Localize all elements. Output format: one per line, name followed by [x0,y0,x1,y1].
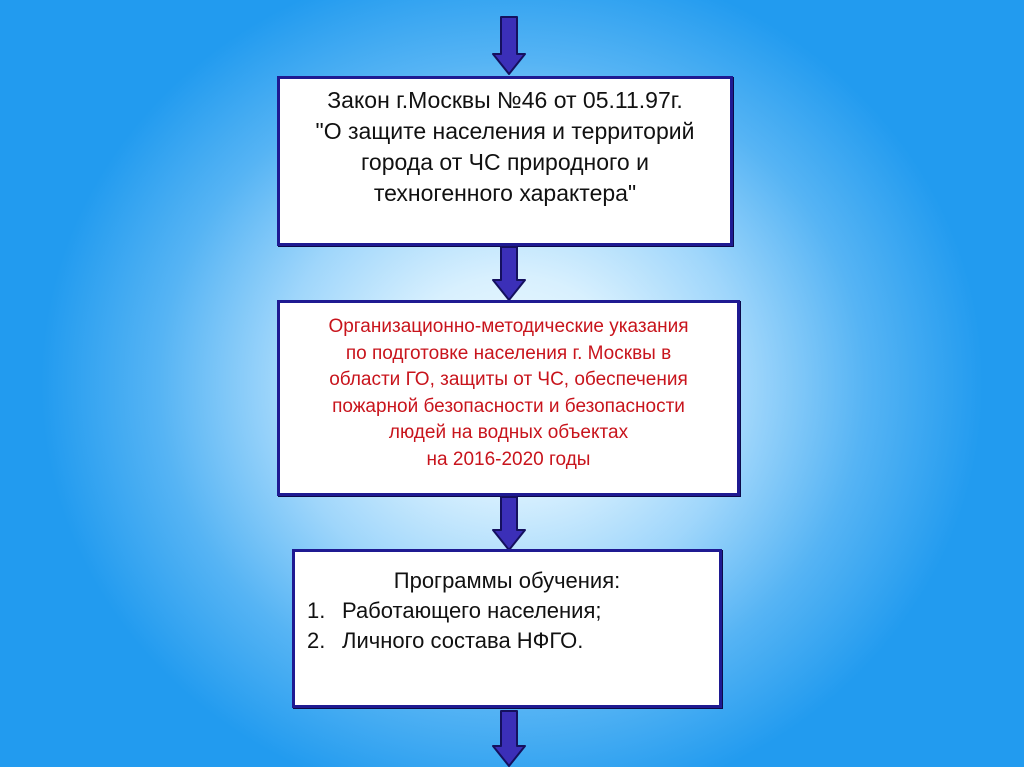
program-item-number: 2. [307,628,326,653]
down-arrow-icon [492,710,526,767]
programs-title: Программы обучения: [393,568,621,593]
program-item [307,626,583,656]
program-item-label: Личного состава НФГО. [342,628,584,653]
program-item-label: Работающего населения; [342,598,602,623]
guidelines-node [277,300,740,496]
programs-node [292,549,722,708]
law-node [277,76,733,246]
program-item-number: 1. [307,598,326,623]
down-arrow-icon [492,16,526,76]
down-arrow-icon [492,496,526,552]
program-item [307,596,602,626]
down-arrow-icon [492,246,526,302]
law-text: Закон г.Москвы №46 от 05.11.97г. "О защите населения и территорий города от ЧС природного и техногенного характера" [315,87,695,206]
guidelines-text: Организационно-методические указания по подготовке населения г. Москвы в области ГО, защиты от ЧС, обеспечения пожарной безопасности и безопасности людей на водных объектах на 2016-2020 годы [328,316,689,470]
